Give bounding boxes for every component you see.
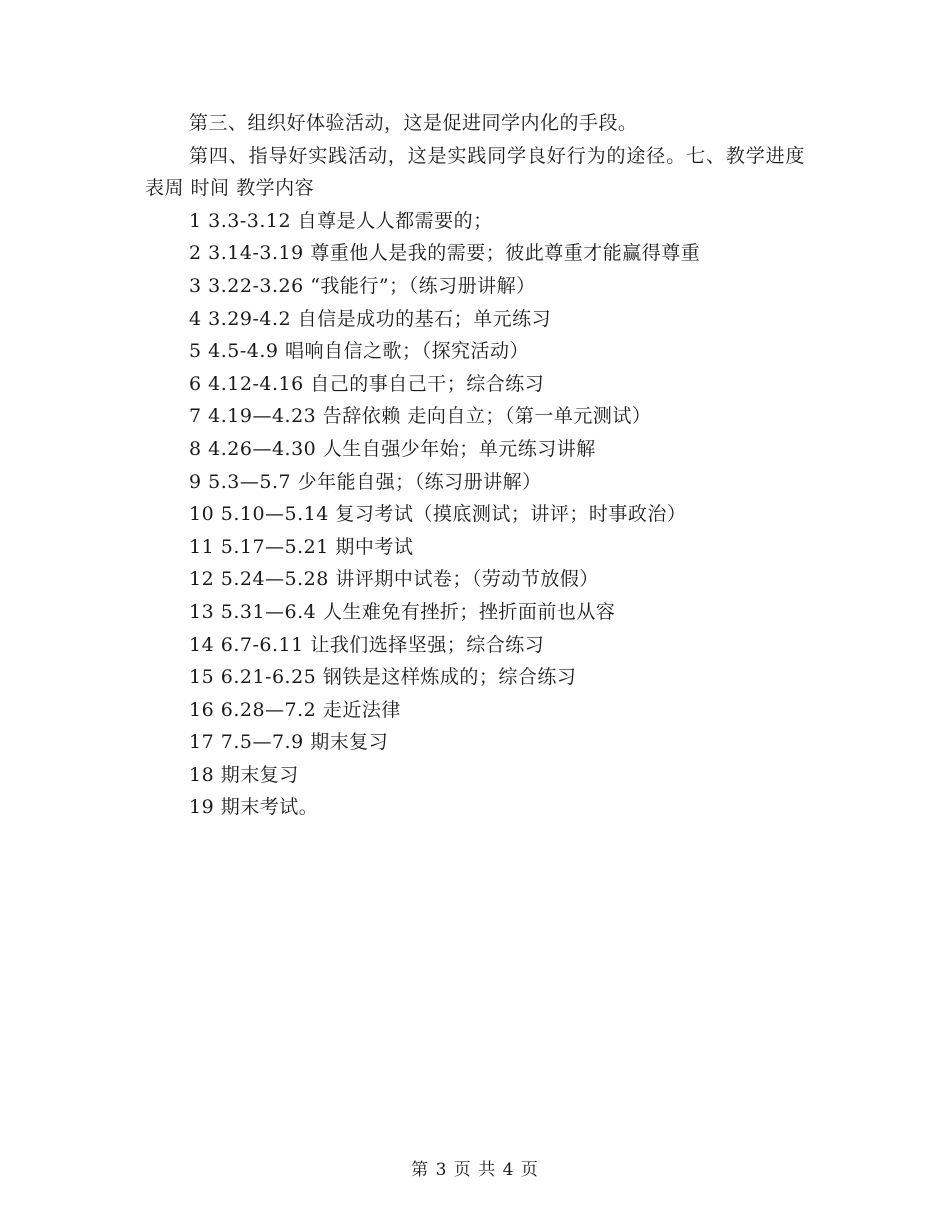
schedule-content: 复习考试（摸底测试；讲评；时事政治） bbox=[335, 503, 687, 526]
schedule-row bbox=[145, 531, 805, 564]
teaching-schedule-list bbox=[145, 205, 805, 824]
schedule-week: 11 bbox=[189, 535, 215, 558]
schedule-time: 4.12-4.16 bbox=[208, 372, 304, 395]
schedule-content: 人生自强少年始；单元练习讲解 bbox=[322, 437, 596, 460]
schedule-row bbox=[145, 498, 805, 531]
schedule-row bbox=[145, 661, 805, 694]
schedule-week: 3 bbox=[189, 274, 202, 297]
schedule-content: 告辞依赖 走向自立；（第一单元测试） bbox=[322, 405, 652, 428]
schedule-content: 钢铁是这样炼成的；综合练习 bbox=[322, 666, 577, 689]
schedule-time: 3.29-4.2 bbox=[208, 307, 292, 330]
footer-suffix: 页 bbox=[520, 1160, 539, 1180]
schedule-time: 6.7-6.11 bbox=[220, 633, 304, 656]
footer-middle: 页 共 bbox=[453, 1160, 497, 1180]
schedule-week: 17 bbox=[189, 731, 215, 754]
schedule-time: 4.26—4.30 bbox=[208, 437, 317, 460]
schedule-content: 少年能自强；（练习册讲解） bbox=[297, 470, 542, 493]
schedule-row bbox=[145, 629, 805, 662]
schedule-week: 18 bbox=[189, 763, 215, 786]
schedule-week: 7 bbox=[189, 405, 202, 428]
footer-page-number: 3 bbox=[435, 1160, 448, 1180]
schedule-week: 13 bbox=[189, 600, 215, 623]
schedule-week: 5 bbox=[189, 340, 202, 363]
schedule-row bbox=[145, 237, 805, 270]
schedule-content: 尊重他人是我的需要；彼此尊重才能赢得尊重 bbox=[310, 242, 701, 265]
page-content bbox=[145, 107, 805, 824]
schedule-time: 3.3-3.12 bbox=[208, 209, 292, 232]
schedule-time: 7.5—7.9 bbox=[220, 731, 304, 754]
schedule-content: 唱响自信之歌；（探究活动） bbox=[285, 340, 530, 363]
schedule-week: 19 bbox=[189, 796, 215, 819]
schedule-row bbox=[145, 303, 805, 336]
schedule-content: 期中考试 bbox=[335, 535, 414, 558]
schedule-week: 4 bbox=[189, 307, 202, 330]
schedule-content: 自信是成功的基石；单元练习 bbox=[297, 307, 552, 330]
schedule-week: 1 bbox=[189, 209, 202, 232]
schedule-time: 3.14-3.19 bbox=[208, 242, 304, 265]
schedule-time: 6.28—7.2 bbox=[220, 698, 317, 721]
schedule-time: 4.19—4.23 bbox=[208, 405, 317, 428]
paragraph-practice-activity: 第四、指导好实践活动，这是实践同学良好行为的途径。七、教学进度表周 时间 教学内容 bbox=[145, 144, 805, 200]
schedule-row bbox=[145, 466, 805, 499]
page-footer bbox=[0, 1155, 950, 1180]
schedule-week: 15 bbox=[189, 666, 215, 689]
schedule-content: 期末复习 bbox=[310, 731, 389, 754]
schedule-row bbox=[145, 335, 805, 368]
schedule-time: 5.17—5.21 bbox=[220, 535, 329, 558]
schedule-row bbox=[145, 433, 805, 466]
schedule-week: 8 bbox=[189, 437, 202, 460]
schedule-row bbox=[145, 205, 805, 238]
schedule-week: 16 bbox=[189, 698, 215, 721]
schedule-row bbox=[145, 726, 805, 759]
schedule-week: 12 bbox=[189, 568, 215, 591]
schedule-row bbox=[145, 596, 805, 629]
schedule-time: 4.5-4.9 bbox=[208, 340, 279, 363]
schedule-content: “我能行”；（练习册讲解） bbox=[310, 274, 536, 297]
schedule-row bbox=[145, 694, 805, 727]
schedule-time: 5.10—5.14 bbox=[220, 503, 329, 526]
schedule-row bbox=[145, 368, 805, 401]
schedule-row bbox=[145, 759, 805, 792]
footer-total-pages: 4 bbox=[502, 1160, 515, 1180]
schedule-content: 让我们选择坚强；综合练习 bbox=[310, 633, 545, 656]
schedule-week: 2 bbox=[189, 242, 202, 265]
schedule-row bbox=[145, 563, 805, 596]
schedule-content: 讲评期中试卷；（劳动节放假） bbox=[335, 568, 599, 591]
schedule-content: 走近法律 bbox=[322, 698, 401, 721]
schedule-week: 14 bbox=[189, 633, 215, 656]
schedule-time: 5.24—5.28 bbox=[220, 568, 329, 591]
schedule-week: 9 bbox=[189, 470, 202, 493]
schedule-time: 5.31—6.4 bbox=[220, 600, 317, 623]
schedule-content: 人生难免有挫折；挫折面前也从容 bbox=[322, 600, 616, 623]
schedule-content: 期末复习 bbox=[220, 763, 299, 786]
schedule-row bbox=[145, 791, 805, 824]
schedule-time: 6.21-6.25 bbox=[220, 666, 317, 689]
schedule-week: 10 bbox=[189, 503, 215, 526]
schedule-week: 6 bbox=[189, 372, 202, 395]
schedule-row bbox=[145, 400, 805, 433]
footer-prefix: 第 bbox=[411, 1160, 430, 1180]
schedule-time: 3.22-3.26 bbox=[208, 274, 304, 297]
schedule-content: 期末考试。 bbox=[220, 796, 319, 819]
paragraph-experience-activity: 第三、组织好体验活动，这是促进同学内化的手段。 bbox=[189, 112, 638, 134]
schedule-time: 5.3—5.7 bbox=[208, 470, 292, 493]
schedule-row bbox=[145, 270, 805, 303]
schedule-content: 自己的事自己干；综合练习 bbox=[310, 372, 545, 395]
schedule-content: 自尊是人人都需要的； bbox=[297, 209, 493, 232]
